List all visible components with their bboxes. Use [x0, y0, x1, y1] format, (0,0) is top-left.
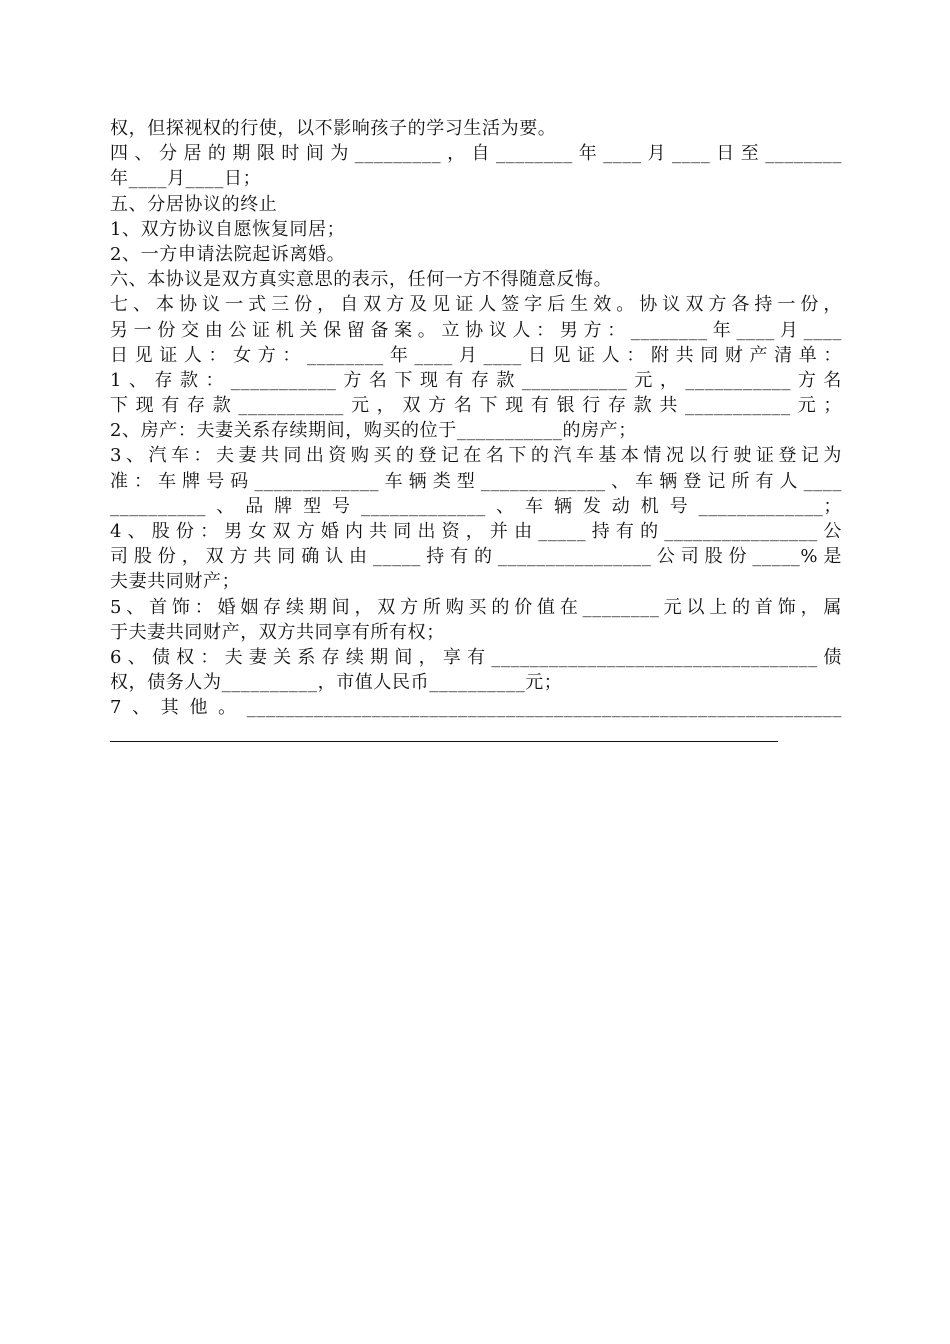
clause-5-heading: 五、分居协议的终止: [110, 193, 278, 215]
asset-property: 2、房产：夫妻关系存续期间，购买的位于___________的房产；: [110, 420, 637, 442]
asset-deposits-continued: 下现有存款___________元，双方名下现有银行存款共___________元；: [110, 395, 842, 417]
clause-visitation-continued: 权，但探视权的行使，以不影响孩子的学习生活为要。: [110, 118, 557, 139]
clause-7-continued: 另一份交由公证机关保留备案。立协议人：男方：________年____月____: [110, 319, 842, 341]
asset-vehicle-details-continued: __________、品牌型号_____________、车辆发动机号_____________；: [110, 495, 842, 517]
asset-shares-end: 夫妻共同财产；: [110, 571, 241, 593]
asset-vehicle: 3、汽车：夫妻共同出资购买的登记在名下的汽车基本情况以行驶证登记为: [110, 445, 842, 467]
clause-4-separation-period: 四、分居的期限时间为_________，自________年____月____日至________: [110, 143, 842, 165]
asset-jewelry-continued: 于夫妻共同财产，双方共同享有所有权；: [110, 621, 445, 643]
asset-other-blank-line: [110, 721, 778, 746]
asset-shares: 4、股份：男女双方婚内共同出资，并由_____持有的________________公: [110, 521, 842, 542]
asset-other: 7、其他。______________________________________________________________: [110, 697, 842, 719]
asset-vehicle-details: 准：车牌号码_____________车辆类型_____________、车辆登记所有人____: [110, 470, 842, 492]
asset-jewelry: 5、首饰：婚姻存续期间，双方所购买的价值在________元以上的首饰，属: [110, 596, 842, 618]
signature-witness-line: 日见证人：女方：________年____月____日见证人：附共同财产清单：: [110, 344, 842, 366]
clause-7: 七、本协议一式三份，自双方及见证人签字后生效。协议双方各持一份，: [110, 294, 842, 316]
asset-claims: 6、债权：夫妻关系存续期间，享有__________________________________债: [110, 646, 842, 668]
asset-deposits: 1、存款：___________方名下现有存款___________元，___________方名: [110, 369, 842, 391]
clause-5-item-2: 2、一方申请法院起诉离婚。: [110, 243, 346, 265]
clause-4-separation-period-end: 年____月____日；: [110, 168, 262, 190]
asset-shares-continued: 司股份，双方共同确认由_____持有的________________公司股份_____%是: [110, 546, 842, 568]
document-page: [110, 116, 842, 746]
clause-5-item-1: 1、双方协议自愿恢复同居；: [110, 218, 346, 240]
clause-6: 六、本协议是双方真实意思的表示，任何一方不得随意反悔。: [110, 269, 613, 291]
asset-claims-continued: 权，债务人为__________，市值人民币__________元；: [110, 672, 563, 694]
